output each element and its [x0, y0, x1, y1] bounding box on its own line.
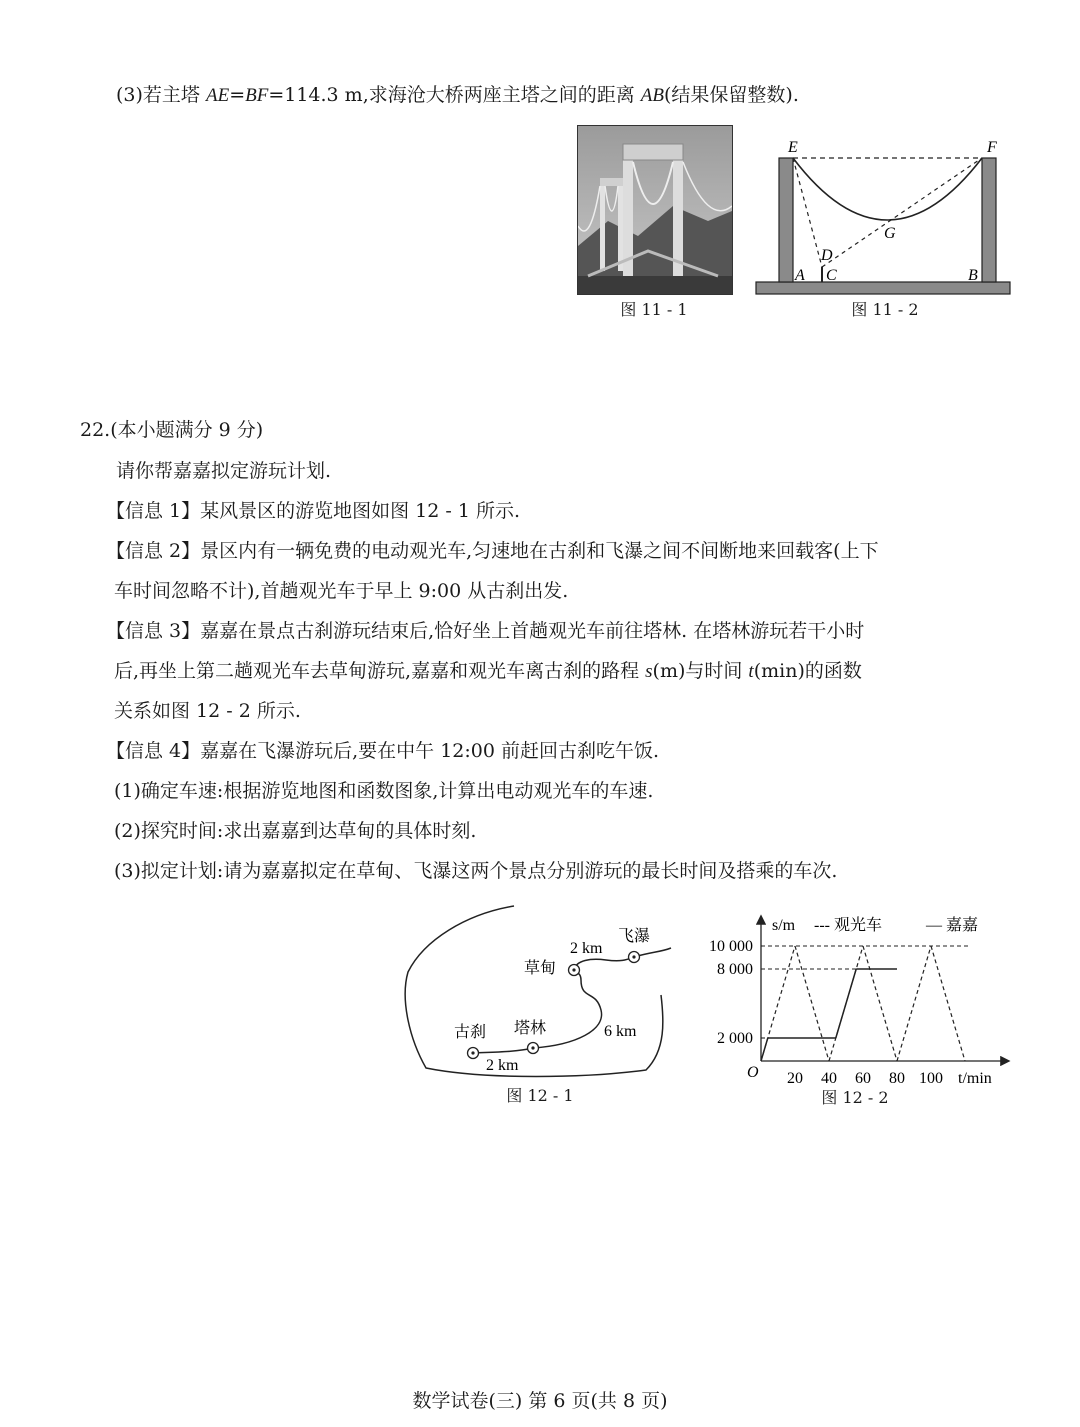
- tower-bf: [982, 158, 996, 282]
- place-label-gucha: 古刹: [454, 1024, 487, 1041]
- y-axis-label: s/m: [772, 917, 796, 934]
- jiajia-segment: [761, 1038, 768, 1061]
- fig12-2-chart: [690, 905, 1025, 1090]
- tower-ae: [779, 158, 793, 282]
- segment-ae: AE: [205, 85, 230, 106]
- fig11-1-caption: 图 11 - 1: [620, 300, 688, 319]
- origin-label: O: [747, 1064, 759, 1081]
- x-axis-label: t/min: [958, 1070, 992, 1087]
- label-c: C: [826, 267, 837, 284]
- q22-info3-line3: 关系如图 12 - 2 所示.: [114, 700, 301, 722]
- q22-text: (min)的函数: [753, 660, 862, 682]
- q22-info2-line2: 车时间忽略不计),首趟观光车于早上 9:00 从古刹出发.: [114, 580, 569, 602]
- x-tick-label: 100: [919, 1070, 943, 1087]
- distance-talin-caodian: 6 km: [604, 1023, 637, 1040]
- place-marker-talin: [528, 1043, 539, 1054]
- label-e: E: [788, 139, 798, 156]
- line-df: [822, 158, 982, 267]
- jiajia-segment: [836, 969, 856, 1038]
- place-marker-gucha: [468, 1048, 479, 1059]
- q22-info3-line1: 【信息 3】嘉嘉在景点古刹游玩结束后,恰好坐上首趟观光车前往塔林. 在塔林游玩若干小时: [106, 620, 865, 642]
- q22-info3-line2: [114, 658, 862, 685]
- label-g: G: [884, 225, 896, 242]
- fig12-1-caption: 图 12 - 1: [506, 1086, 574, 1105]
- page-footer: 数学试卷(三) 第 6 页(共 8 页): [412, 1390, 668, 1412]
- distance-gucha-talin: 2 km: [486, 1057, 519, 1074]
- legend-bus: --- 观光车: [814, 917, 882, 934]
- place-label-caodian: 草甸: [524, 960, 557, 977]
- y-tick-label: 2 000: [717, 1030, 753, 1047]
- place-marker-feipu: [629, 952, 640, 963]
- place-label-talin: 塔林: [514, 1020, 547, 1037]
- q21-text: (3)若主塔: [116, 84, 206, 106]
- fig12-1-map: [396, 900, 686, 1080]
- distance-caodian-feipu: 2 km: [570, 940, 603, 957]
- main-cable: [793, 158, 982, 220]
- place-marker-caodian: [569, 965, 580, 976]
- x-tick-label: 20: [787, 1070, 803, 1087]
- bus-segment: [863, 946, 897, 1061]
- x-tick-label: 80: [889, 1070, 905, 1087]
- legend-jiajia: — 嘉嘉: [926, 917, 979, 934]
- x-tick-label: 40: [821, 1070, 837, 1087]
- equals-sign: =: [229, 84, 246, 106]
- y-tick-label: 8 000: [717, 961, 753, 978]
- q22-info4: 【信息 4】嘉嘉在飞瀑游玩后,要在中午 12:00 前赶回古刹吃午饭.: [106, 740, 660, 762]
- fig12-2-caption: 图 12 - 2: [821, 1088, 889, 1107]
- bus-segment: [931, 946, 965, 1061]
- q22-part2: (2)探究时间:求出嘉嘉到达草甸的具体时刻.: [114, 820, 477, 842]
- var-s: s: [645, 661, 653, 682]
- fig11-2-diagram: [752, 132, 1018, 300]
- route-gucha-talin: [473, 1048, 533, 1053]
- label-a: A: [795, 267, 805, 284]
- q22-text: 后,再坐上第二趟观光车去草甸游玩,嘉嘉和观光车离古刹的路程: [114, 660, 646, 682]
- segment-bf: BF: [245, 85, 269, 106]
- q22-part3: (3)拟定计划:请为嘉嘉拟定在草甸、飞瀑这两个景点分别游玩的最长时间及搭乘的车次.: [114, 860, 838, 882]
- q22-text: (m)与时间: [652, 660, 749, 682]
- segment-ab: AB: [640, 85, 664, 106]
- bridge-photo: [577, 125, 733, 295]
- q22-header: 22.(本小题满分 9 分): [80, 419, 264, 441]
- q21-text: (结果保留整数).: [664, 84, 799, 106]
- q22-part1: (1)确定车速:根据游览地图和函数图象,计算出电动观光车的车速.: [114, 780, 654, 802]
- q22-intro: 请你帮嘉嘉拟定游玩计划.: [116, 460, 332, 482]
- fig11-2-caption: 图 11 - 2: [851, 300, 919, 319]
- x-tick-label: 60: [855, 1070, 871, 1087]
- label-d: D: [821, 247, 833, 264]
- var-t: t: [748, 661, 754, 682]
- q21-part3: [116, 82, 799, 109]
- q22-info1: 【信息 1】某风景区的游览地图如图 12 - 1 所示.: [106, 500, 521, 522]
- q22-info2-line1: 【信息 2】景区内有一辆免费的电动观光车,匀速地在古刹和飞瀑之间不间断地来回载客(上下: [106, 540, 879, 562]
- label-f: F: [987, 139, 997, 156]
- bus-segment: [795, 946, 829, 1061]
- place-label-feipu: 飞瀑: [618, 928, 651, 945]
- q21-text: =114.3 m,求海沧大桥两座主塔之间的距离: [268, 84, 641, 106]
- bus-segment: [897, 946, 931, 1061]
- y-tick-label: 10 000: [709, 938, 753, 955]
- line-ed: [793, 158, 822, 267]
- label-b: B: [968, 267, 978, 284]
